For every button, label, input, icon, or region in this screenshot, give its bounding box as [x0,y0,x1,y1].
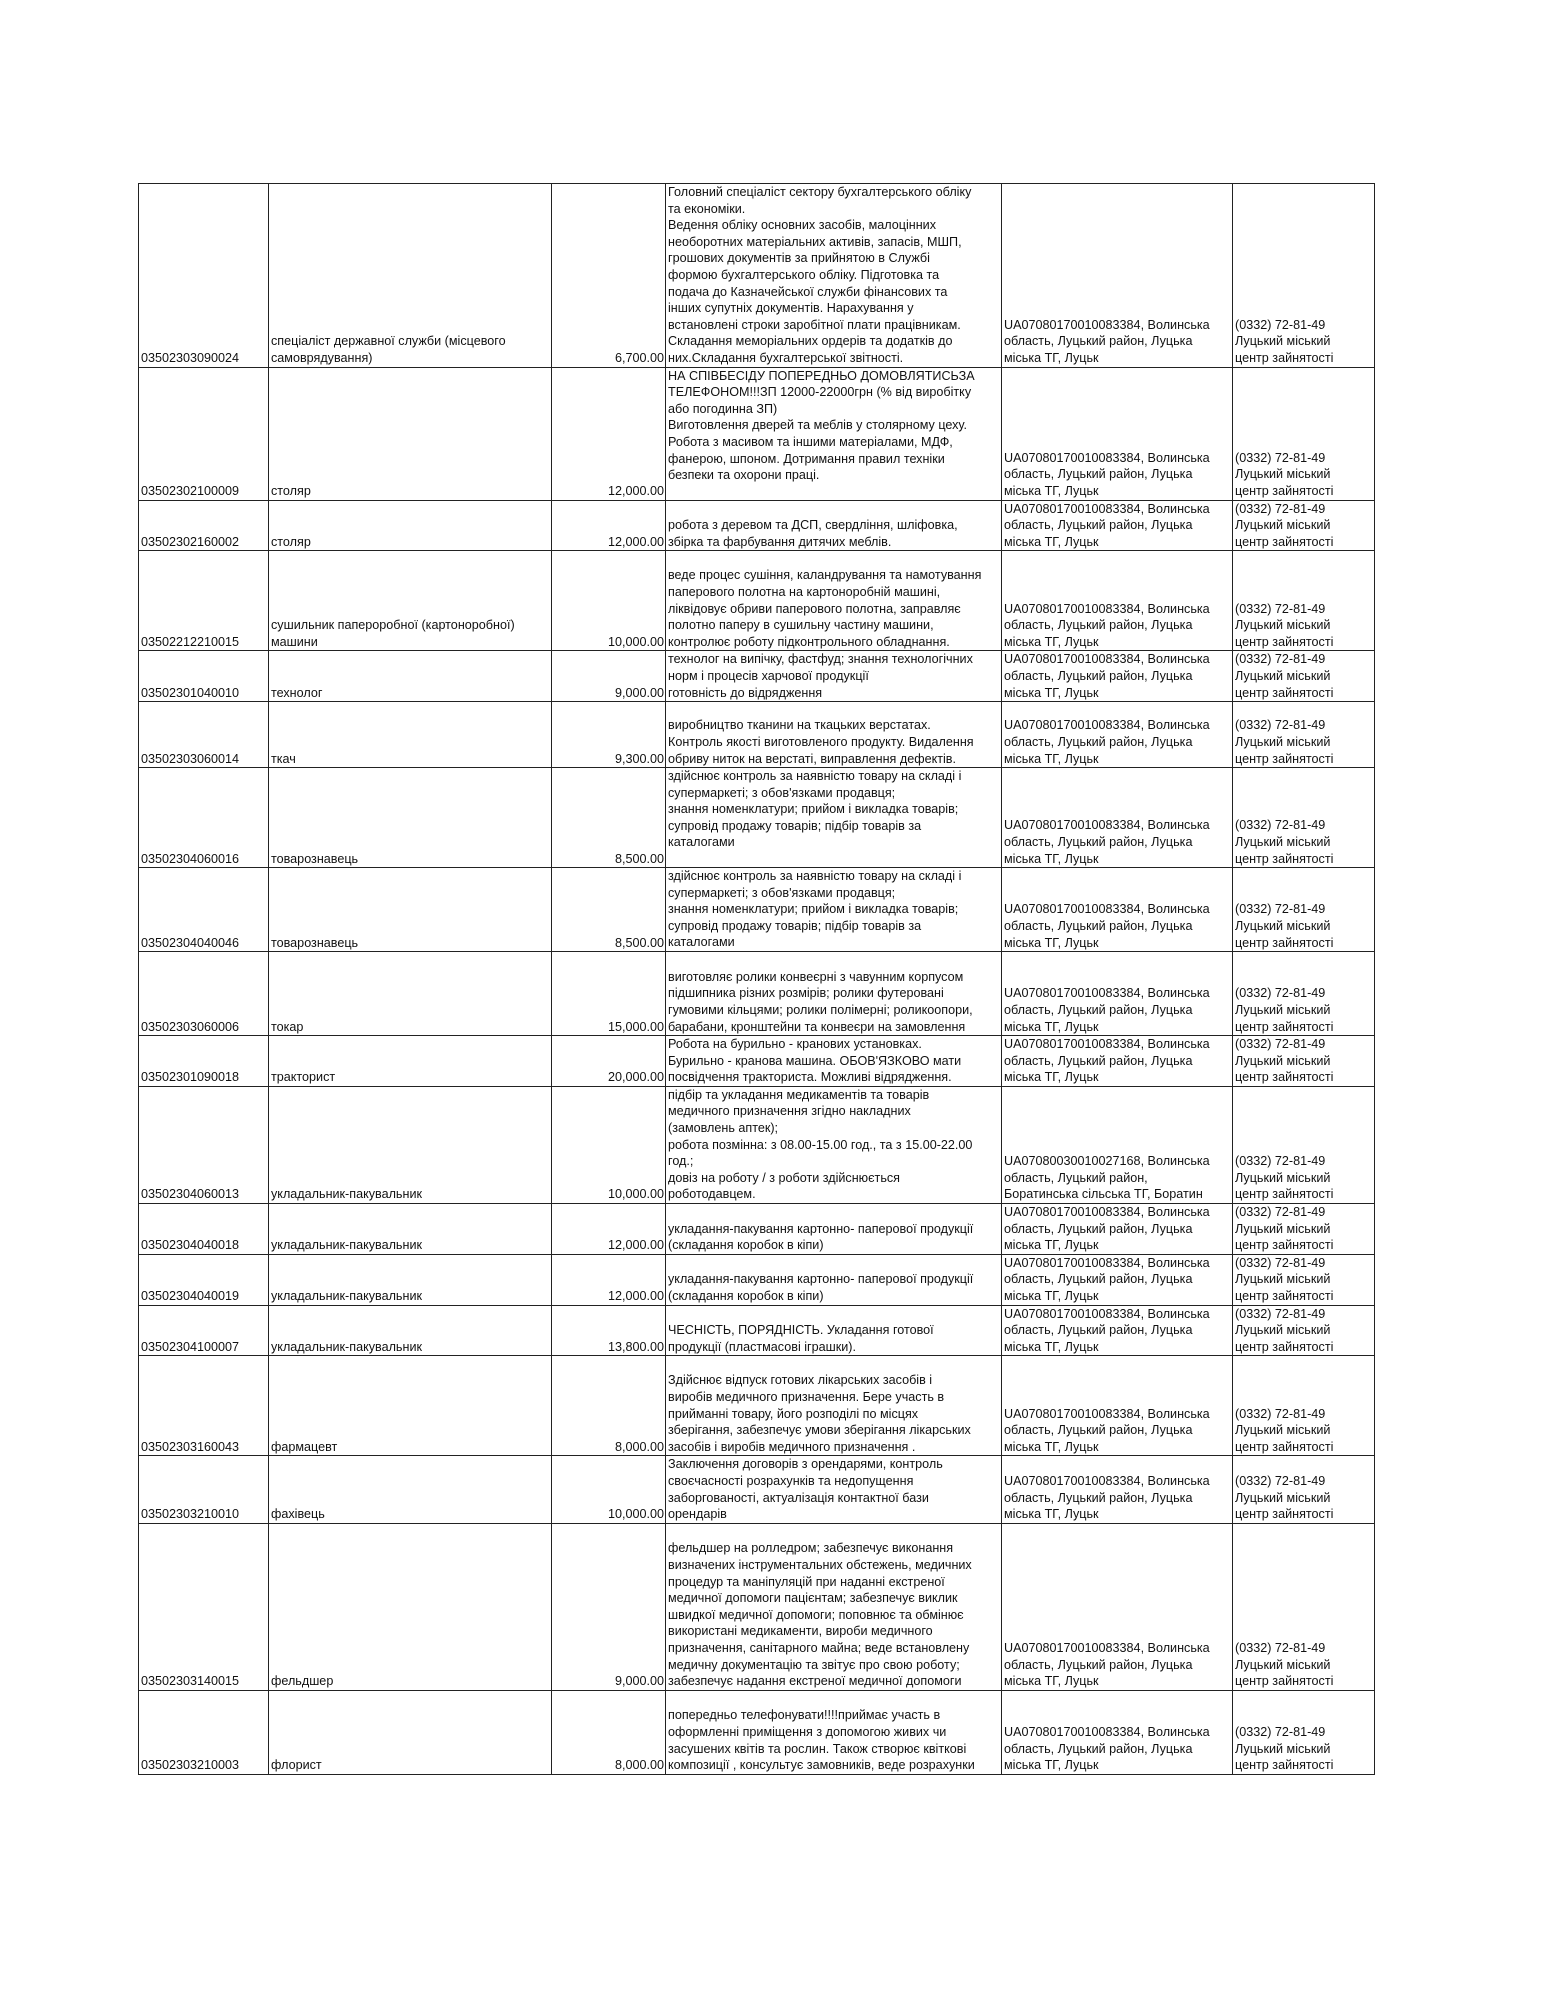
job-description-cell: Робота на бурильно - кранових установках. Бурильно - кранова машина. ОБОВ'ЯЗКОВО мати посвідчення тракториста. Можливі відрядження. [666,1036,1002,1087]
vacancy-code-cell: 03502304060016 [139,768,269,868]
workplace-address-cell: UA07080170010083384, Волинська область, Луцький район, Луцька міська ТГ, Луцьк [1002,868,1233,952]
vacancies-table [138,183,1375,1775]
workplace-address-cell: UA07080170010083384, Волинська область, Луцький район, Луцька міська ТГ, Луцьк [1002,184,1233,368]
job-title-cell: товарознавець [269,868,552,952]
salary-cell: 9,000.00 [552,1523,666,1690]
workplace-address-cell: UA07080030010027168, Волинська область, Луцький район, Боратинська сільська ТГ, Боратин [1002,1086,1233,1203]
employment-center-contact-cell: (0332) 72-81-49 Луцький міський центр зайнятості [1233,367,1375,500]
workplace-address-cell: UA07080170010083384, Волинська область, Луцький район, Луцька міська ТГ, Луцьк [1002,651,1233,702]
workplace-address-cell: UA07080170010083384, Волинська область, Луцький район, Луцька міська ТГ, Луцьк [1002,551,1233,651]
workplace-address-cell: UA07080170010083384, Волинська область, Луцький район, Луцька міська ТГ, Луцьк [1002,1356,1233,1456]
vacancy-code-cell: 03502303210010 [139,1456,269,1523]
salary-cell: 12,000.00 [552,1204,666,1255]
job-description-cell: веде процес сушіння, каландрування та намотування паперового полотна на картоноробній машині, ліквідовує обриви паперового полотна, заправляє полотно паперу в сушильну частину машини, контролює роботу підконтрольного обладнання. [666,551,1002,651]
vacancy-code-cell: 03502304040046 [139,868,269,952]
employment-center-contact-cell: (0332) 72-81-49 Луцький міський центр зайнятості [1233,551,1375,651]
salary-cell: 10,000.00 [552,1456,666,1523]
job-description-cell: укладання-пакування картонно- паперової продукції (складання коробок в кіпи) [666,1204,1002,1255]
salary-cell: 10,000.00 [552,1086,666,1203]
job-title-cell: ткач [269,702,552,768]
job-description-cell: НА СПІВБЕСІДУ ПОПЕРЕДНЬО ДОМОВЛЯТИСЬЗА ТЕЛЕФОНОМ!!!ЗП 12000-22000грн (% від виробітку або погодинна ЗП) Виготовлення дверей та меблів у столярному цеху. Робота з масивом та іншими матеріалами, МДФ, фанерою, шпоном. Дотримання правил техніки безпеки та охорони праці. [666,367,1002,500]
job-description-cell: технолог на випічку, фастфуд; знання технологічних норм і процесів харчової продукції готовність до відрядження [666,651,1002,702]
employment-center-contact-cell: (0332) 72-81-49 Луцький міський центр зайнятості [1233,1036,1375,1087]
table-row [139,1456,1375,1523]
job-title-cell: столяр [269,500,552,551]
table-row [139,1356,1375,1456]
vacancy-code-cell: 03502301090018 [139,1036,269,1087]
job-title-cell: фельдшер [269,1523,552,1690]
table-row [139,768,1375,868]
vacancy-code-cell: 03502303160043 [139,1356,269,1456]
job-description-cell: укладання-пакування картонно- паперової продукції (складання коробок в кіпи) [666,1254,1002,1305]
job-title-cell: укладальник-пакувальник [269,1086,552,1203]
job-title-cell: укладальник-пакувальник [269,1254,552,1305]
vacancy-code-cell: 03502302160002 [139,500,269,551]
vacancy-code-cell: 03502303210003 [139,1690,269,1774]
table-row [139,702,1375,768]
job-description-cell: виробництво тканини на ткацьких верстатах. Контроль якості виготовленого продукту. Видалення обриву ниток на верстаті, виправлення дефектів. [666,702,1002,768]
job-description-cell: Здійснює відпуск готових лікарських засобів і виробів медичного призначення. Бере участь в прийманні товару, його розподілі по місцях зберігання, забезпечує умови зберігання лікарських засобів і виробів медичного призначення . [666,1356,1002,1456]
job-description-cell: виготовляє ролики конвеєрні з чавунним корпусом підшипника різних розмірів; ролики футеровані гумовими кільцями; ролики полімерні; роликоопори, барабани, кронштейни та конвеєри на замовлення [666,952,1002,1036]
table-row [139,868,1375,952]
employment-center-contact-cell: (0332) 72-81-49 Луцький міський центр зайнятості [1233,1086,1375,1203]
job-title-cell: столяр [269,367,552,500]
workplace-address-cell: UA07080170010083384, Волинська область, Луцький район, Луцька міська ТГ, Луцьк [1002,952,1233,1036]
job-title-cell: фармацевт [269,1356,552,1456]
employment-center-contact-cell: (0332) 72-81-49 Луцький міський центр зайнятості [1233,1523,1375,1690]
employment-center-contact-cell: (0332) 72-81-49 Луцький міський центр зайнятості [1233,1305,1375,1356]
salary-cell: 6,700.00 [552,184,666,368]
job-description-cell: ЧЕСНІСТЬ, ПОРЯДНІСТЬ. Укладання готової продукції (пластмасові іграшки). [666,1305,1002,1356]
job-title-cell: сушильник папероробної (картоноробної) машини [269,551,552,651]
job-description-cell: підбір та укладання медикаментів та товарів медичного призначення згідно накладних (замовлень аптек); робота позмінна: з 08.00-15.00 год., та з 15.00-22.00 год.; довіз на роботу / з роботи здійснюється роботодавцем. [666,1086,1002,1203]
job-description-cell: Головний спеціаліст сектору бухгалтерського обліку та економіки. Ведення обліку основних засобів, малоцінних необоротних матеріальних активів, запасів, МШП, грошових документів за прийнятою в Службі формою бухгалтерського обліку. Підготовка та подача до Казначейської служби фінансових та інших супутніх документів. Нарахування у встановлені строки заробітної плати працівникам. Складання меморіальних ордерів та додатків до них.Складання бухгалтерської звітності. [666,184,1002,368]
employment-center-contact-cell: (0332) 72-81-49 Луцький міський центр зайнятості [1233,1456,1375,1523]
job-title-cell: тракторист [269,1036,552,1087]
job-title-cell: технолог [269,651,552,702]
salary-cell: 12,000.00 [552,500,666,551]
salary-cell: 9,000.00 [552,651,666,702]
salary-cell: 15,000.00 [552,952,666,1036]
table-row [139,1036,1375,1087]
vacancy-code-cell: 03502304100007 [139,1305,269,1356]
job-title-cell: токар [269,952,552,1036]
job-description-cell: фельдшер на ролледром; забезпечує виконання визначених інструментальних обстежень, медичних процедур та маніпуляцій при наданні екстреної медичної допомоги пацієнтам; забезпечує виклик швидкої медичної допомоги; поповнює та обмінює використані медикаменти, вироби медичного призначення, санітарного майна; веде встановлену медичну документацію та звітує про свою роботу; забезпечує надання екстреної медичної допомоги [666,1523,1002,1690]
salary-cell: 8,000.00 [552,1690,666,1774]
workplace-address-cell: UA07080170010083384, Волинська область, Луцький район, Луцька міська ТГ, Луцьк [1002,1523,1233,1690]
vacancy-code-cell: 03502303060006 [139,952,269,1036]
employment-center-contact-cell: (0332) 72-81-49 Луцький міський центр зайнятості [1233,1204,1375,1255]
workplace-address-cell: UA07080170010083384, Волинська область, Луцький район, Луцька міська ТГ, Луцьк [1002,1254,1233,1305]
table-row [139,952,1375,1036]
salary-cell: 8,000.00 [552,1356,666,1456]
workplace-address-cell: UA07080170010083384, Волинська область, Луцький район, Луцька міська ТГ, Луцьк [1002,1305,1233,1356]
table-row [139,184,1375,368]
job-description-cell: здійснює контроль за наявністю товару на складі і супермаркеті; з обов'язками продавця; знання номенклатури; прийом і викладка товарів; супровід продажу товарів; підбір товарів за каталогами [666,868,1002,952]
job-title-cell: товарознавець [269,768,552,868]
table-row [139,1305,1375,1356]
employment-center-contact-cell: (0332) 72-81-49 Луцький міський центр зайнятості [1233,768,1375,868]
salary-cell: 12,000.00 [552,1254,666,1305]
vacancy-code-cell: 03502304040018 [139,1204,269,1255]
workplace-address-cell: UA07080170010083384, Волинська область, Луцький район, Луцька міська ТГ, Луцьк [1002,1036,1233,1087]
vacancy-code-cell: 03502304060013 [139,1086,269,1203]
employment-center-contact-cell: (0332) 72-81-49 Луцький міський центр зайнятості [1233,184,1375,368]
workplace-address-cell: UA07080170010083384, Волинська область, Луцький район, Луцька міська ТГ, Луцьк [1002,702,1233,768]
table-row [139,1204,1375,1255]
vacancies-table-body [139,184,1375,1775]
workplace-address-cell: UA07080170010083384, Волинська область, Луцький район, Луцька міська ТГ, Луцьк [1002,1690,1233,1774]
job-description-cell: Заключення договорів з орендарями, контроль своєчасності розрахунків та недопущення заборгованості, актуалізація контактної бази орендарів [666,1456,1002,1523]
vacancy-code-cell: 03502303060014 [139,702,269,768]
vacancy-code-cell: 03502304040019 [139,1254,269,1305]
salary-cell: 10,000.00 [552,551,666,651]
table-row [139,500,1375,551]
table-row [139,651,1375,702]
salary-cell: 9,300.00 [552,702,666,768]
workplace-address-cell: UA07080170010083384, Волинська область, Луцький район, Луцька міська ТГ, Луцьк [1002,1204,1233,1255]
vacancy-code-cell: 03502302100009 [139,367,269,500]
vacancy-code-cell: 03502212210015 [139,551,269,651]
vacancy-code-cell: 03502303140015 [139,1523,269,1690]
employment-center-contact-cell: (0332) 72-81-49 Луцький міський центр зайнятості [1233,702,1375,768]
job-description-cell: здійснює контроль за наявністю товару на складі і супермаркеті; з обов'язками продавця; знання номенклатури; прийом і викладка товарів; супровід продажу товарів; підбір товарів за каталогами [666,768,1002,868]
job-description-cell: попередньо телефонувати!!!!приймає участь в оформленні приміщення з допомогою живих чи засушених квітів та рослин. Також створює квіткові композиції , консультує замовників, веде розрахунки [666,1690,1002,1774]
job-title-cell: фахівець [269,1456,552,1523]
employment-center-contact-cell: (0332) 72-81-49 Луцький міський центр зайнятості [1233,1356,1375,1456]
table-row [139,1690,1375,1774]
table-row [139,551,1375,651]
workplace-address-cell: UA07080170010083384, Волинська область, Луцький район, Луцька міська ТГ, Луцьк [1002,367,1233,500]
job-title-cell: спеціаліст державної служби (місцевого самоврядування) [269,184,552,368]
employment-center-contact-cell: (0332) 72-81-49 Луцький міський центр зайнятості [1233,500,1375,551]
employment-center-contact-cell: (0332) 72-81-49 Луцький міський центр зайнятості [1233,1254,1375,1305]
employment-center-contact-cell: (0332) 72-81-49 Луцький міський центр зайнятості [1233,952,1375,1036]
job-title-cell: флорист [269,1690,552,1774]
job-title-cell: укладальник-пакувальник [269,1305,552,1356]
salary-cell: 12,000.00 [552,367,666,500]
employment-center-contact-cell: (0332) 72-81-49 Луцький міський центр зайнятості [1233,868,1375,952]
workplace-address-cell: UA07080170010083384, Волинська область, Луцький район, Луцька міська ТГ, Луцьк [1002,1456,1233,1523]
table-row [139,1523,1375,1690]
table-row [139,1254,1375,1305]
salary-cell: 13,800.00 [552,1305,666,1356]
salary-cell: 20,000.00 [552,1036,666,1087]
workplace-address-cell: UA07080170010083384, Волинська область, Луцький район, Луцька міська ТГ, Луцьк [1002,768,1233,868]
table-row [139,1086,1375,1203]
table-row [139,367,1375,500]
job-title-cell: укладальник-пакувальник [269,1204,552,1255]
employment-center-contact-cell: (0332) 72-81-49 Луцький міський центр зайнятості [1233,1690,1375,1774]
job-description-cell: робота з деревом та ДСП, свердління, шліфовка, збірка та фарбування дитячих меблів. [666,500,1002,551]
salary-cell: 8,500.00 [552,768,666,868]
workplace-address-cell: UA07080170010083384, Волинська область, Луцький район, Луцька міська ТГ, Луцьк [1002,500,1233,551]
vacancy-code-cell: 03502301040010 [139,651,269,702]
vacancy-code-cell: 03502303090024 [139,184,269,368]
employment-center-contact-cell: (0332) 72-81-49 Луцький міський центр зайнятості [1233,651,1375,702]
salary-cell: 8,500.00 [552,868,666,952]
